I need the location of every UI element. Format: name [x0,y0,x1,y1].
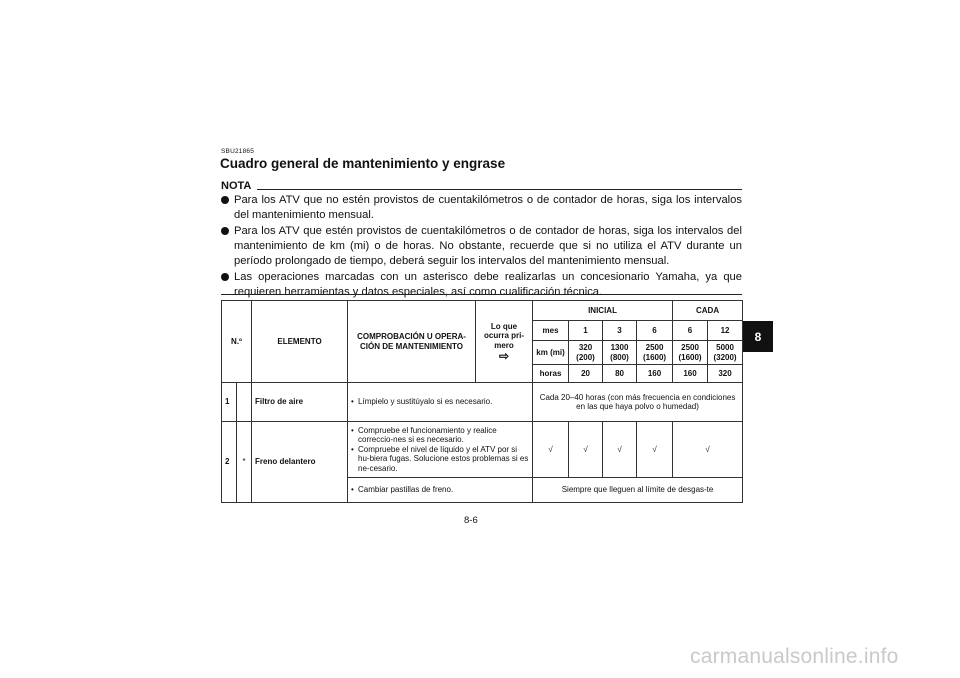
interval-value: 12 [708,321,743,341]
arrow-right-icon: ⇨ [498,349,510,363]
row-operation: • Cambiar pastillas de freno. [348,478,533,503]
row-mark [237,383,252,422]
interval-value: 160 [637,365,673,383]
check-mark: √ [533,422,569,478]
check-mark: √ [637,422,673,478]
row-number: 2 [222,422,237,503]
interval-value: 1300 (800) [603,341,637,365]
header-elemento: ELEMENTO [252,301,348,383]
interval-value: 80 [603,365,637,383]
table-row [222,422,743,478]
chapter-tab[interactable]: 8 [743,321,773,352]
interval-label: mes [533,321,569,341]
watermark: carmanualsonline.info [690,645,899,668]
nota-item: Las operaciones marcadas con un asterisco debe realizarlas un concesionario Yamaha, ya que requieren herramientas y datos especiales, así como cualificación técnica. [221,270,742,300]
interval-value: 1 [569,321,603,341]
nota-list [221,193,742,301]
interval-value: 320 (200) [569,341,603,365]
bullet-icon [221,227,229,235]
interval-value: 2500 (1600) [673,341,708,365]
interval-value: 160 [673,365,708,383]
row-operation: • Límpielo y sustitúyalo si es necesario. [348,383,533,422]
nota-header [221,179,742,193]
row-operation: • Compruebe el funcionamiento y realice correccio-nes si es necesario. • Compruebe el nivel de líquido y el ATV por si hu-biera fugas. Solucione estos problemas si es ne-cesario. [348,422,533,478]
interval-value: 3 [603,321,637,341]
row-number: 1 [222,383,237,422]
interval-label: horas [533,365,569,383]
interval-value: 6 [673,321,708,341]
nota-label: NOTA [221,180,252,192]
interval-value: 20 [569,365,603,383]
nota-item: Para los ATV que estén provistos de cuentakilómetros o de contador de horas, siga los intervalos del mantenimiento de km (mi) o de horas. No obstante, recuerde que si no utiliza el ATV durante un período prolongado de tiempo, deberá seguir los intervalos del mantenimiento mensual. [221,224,742,269]
header-lo-que-ocurra: Lo que ocurra pri-mero ⇨ [476,301,533,383]
interval-label: km (mi) [533,341,569,365]
interval-value: 6 [637,321,673,341]
section-code: SBU21865 [221,148,255,155]
row-elemento: Filtro de aire [252,383,348,422]
nota-item: Para los ATV que no estén provistos de cuentakilómetros o de contador de horas, siga los intervalos del mantenimiento mensual. [221,193,742,223]
check-mark: √ [673,422,743,478]
header-no: N.º [222,301,252,383]
row-interval-note: Cada 20–40 horas (con más frecuencia en condiciones en las que haya polvo o humedad) [533,383,743,422]
table-header-row [222,301,743,321]
interval-value: 320 [708,365,743,383]
section-divider [221,294,742,295]
page-number: 8-6 [464,515,478,526]
row-mark: * [237,422,252,503]
table-row [222,383,743,422]
interval-value: 5000 (3200) [708,341,743,365]
header-comprobacion: COMPROBACIÓN U OPERA-CIÓN DE MANTENIMIENTO [348,301,476,383]
row-interval-note: Siempre que lleguen al límite de desgas-te [533,478,743,503]
nota-rule [257,189,742,190]
bullet-icon [221,273,229,281]
check-mark: √ [569,422,603,478]
row-elemento: Freno delantero [252,422,348,503]
header-inicial: INICIAL [533,301,673,321]
interval-value: 2500 (1600) [637,341,673,365]
page-title: Cuadro general de mantenimiento y engrase [220,156,506,171]
check-mark: √ [603,422,637,478]
header-cada: CADA [673,301,743,321]
maintenance-table [221,300,743,503]
bullet-icon [221,196,229,204]
